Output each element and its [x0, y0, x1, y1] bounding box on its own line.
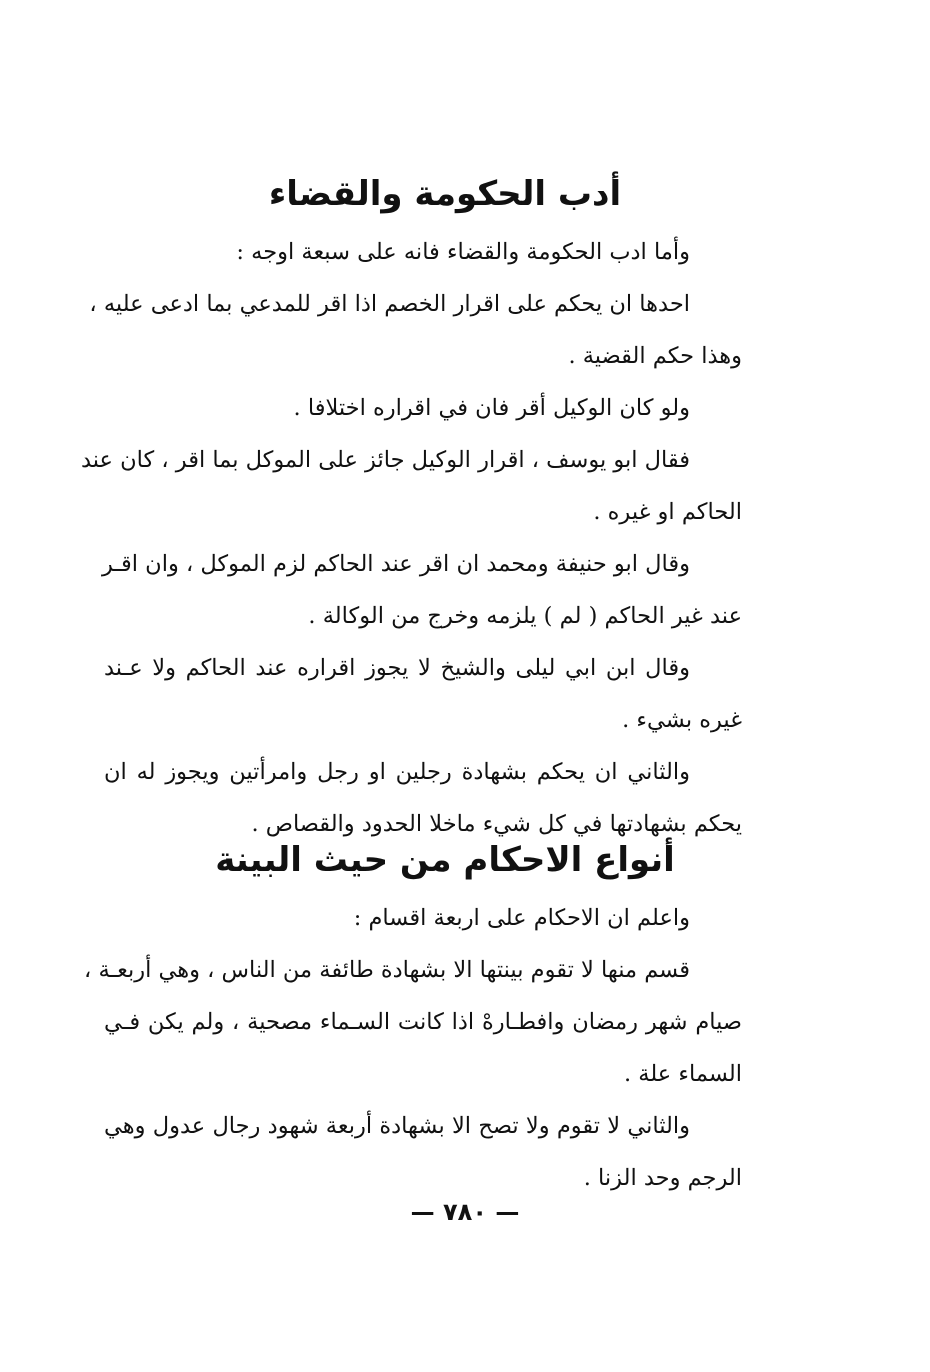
paragraph-9-line-3: السماء علة . [623, 1061, 742, 1087]
paragraph-5-line-1: وقال ابو حنيفة ومحمد ان اقر عند الحاكم لزم الموكل ، وان اقـر [102, 551, 690, 577]
paragraph-7-line-2: يحكم بشهادتها في كل شيء ماخلا الحدود والقصاص . [251, 811, 742, 837]
paragraph-9-line-1: قسم منها لا تقوم بينتها الا بشهادة طائفة من الناس ، وهي أربعـة ، [84, 957, 690, 983]
paragraph-7-line-1: والثاني ان يحكم بشهادة رجلين او رجل وامرأتين ويجوز له ان [104, 759, 690, 785]
section-2-body [84, 892, 742, 1204]
section-heading-1: أدب الحكومة والقضاء [268, 174, 622, 214]
paragraph-2-line-2: وهذا حكم القضية . [568, 343, 742, 369]
paragraph-5-line-2: عند غير الحاكم ( لم ) يلزمه وخرج من الوكالة . [308, 603, 742, 629]
paragraph-4-line-2: الحاكم او غيره . [593, 499, 742, 525]
paragraph-10-line-1: والثاني لا تقوم ولا تصح الا بشهادة أربعة شهود رجال عدول وهي [104, 1113, 690, 1139]
paragraph-6-line-2: غيره بشيء . [622, 707, 742, 733]
paragraph-10-line-2: الرجم وحد الزنا . [583, 1165, 742, 1191]
page-number: — ٧٨٠ — [410, 1198, 520, 1226]
paragraph-2-line-1: احدها ان يحكم على اقرار الخصم اذا اقر للمدعي بما ادعى عليه ، [89, 291, 690, 317]
paragraph-8-line-1: واعلم ان الاحكام على اربعة اقسام : [353, 905, 690, 931]
paragraph-3-line-1: ولو كان الوكيل أقر فان في اقراره اختلافا . [293, 395, 690, 421]
paragraph-4-line-1: فقال ابو يوسف ، اقرار الوكيل جائز على الموكل بما اقر ، كان عند [80, 447, 690, 473]
paragraph-6-line-1: وقال ابن ابي ليلى والشيخ لا يجوز اقراره عند الحاكم ولا عـند [104, 655, 690, 681]
section-1-body [80, 226, 742, 850]
section-heading-2: أنواع الاحكام من حيث البينة [215, 840, 675, 880]
paragraph-9-line-2: صيام شهر رمضان وافطـارهْ اذا كانت السـماء مصحية ، ولم يكن فـي [104, 1009, 742, 1035]
paragraph-1-line-1: وأما ادب الحكومة والقضاء فانه على سبعة اوجه : [236, 239, 690, 265]
